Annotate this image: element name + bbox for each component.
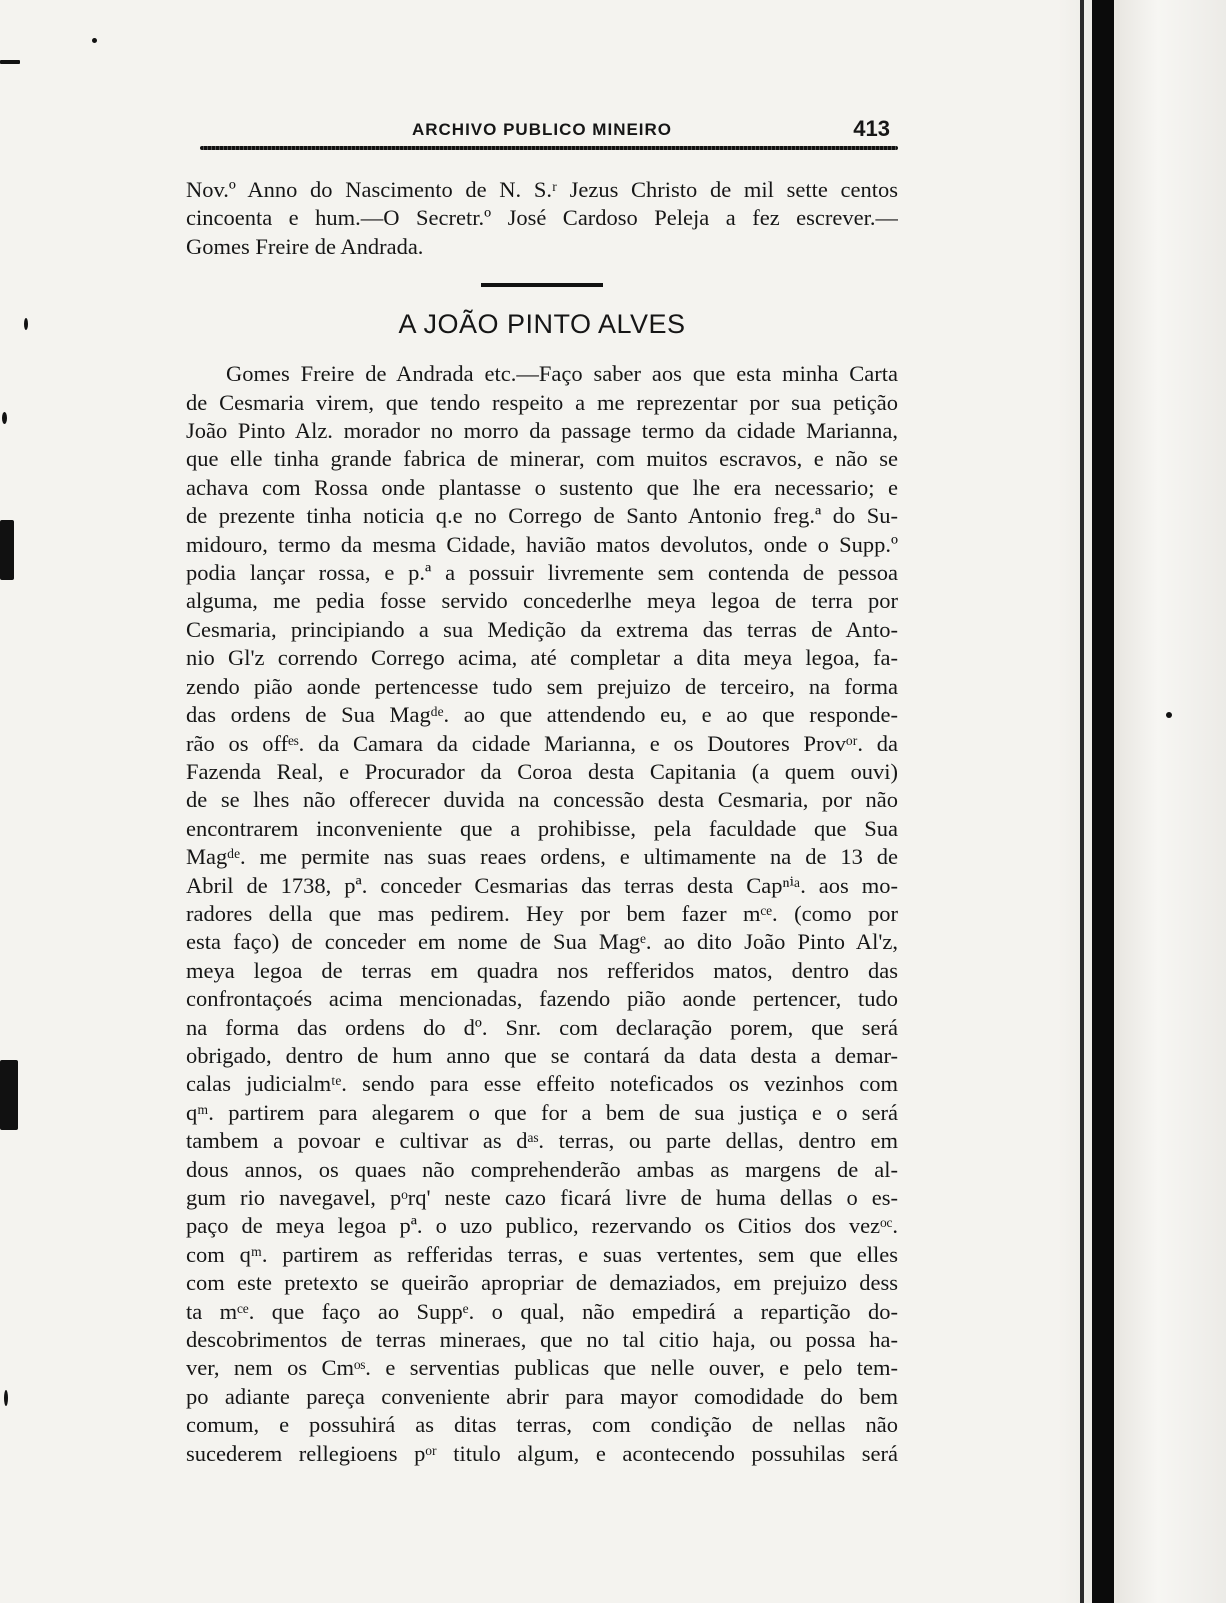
text-line: descobrimentos de terras mineraes, que no tal citio haja, ou possa ha- [186, 1327, 898, 1353]
text-line: nio Gl'z correndo Corrego acima, até completar a dita meya legoa, fa- [186, 645, 898, 671]
scan-mark [2, 412, 7, 424]
text-line: calas judicialmᵗᵉ. sendo para esse effeito noteficados os vezinhos com [186, 1071, 898, 1097]
text-line: na forma das ordens do dº. Snr. com declaração porem, que será [186, 1014, 898, 1040]
text-line: com este pretexto se queirão apropriar de demaziados, em prejuizo dess [186, 1270, 898, 1296]
text-line: obrigado, dentro de hum anno que se contará da data desta a demar- [186, 1042, 898, 1068]
document-page [186, 100, 898, 1468]
text-line: meya legoa de terras em quadra nos refferidos matos, dentro das [186, 957, 898, 983]
section-divider [481, 283, 603, 287]
text-line: Gomes Freire de Andrada. [186, 233, 424, 259]
text-line: esta faço) de conceder em nome de Sua Magᵉ. ao dito João Pinto Al'z, [186, 929, 898, 955]
text-line: rão os offᵉˢ. da Camara da cidade Marianna, e os Doutores Provᵒʳ. da [186, 730, 898, 756]
header-rule [200, 146, 898, 150]
text-line: de prezente tinha noticia q.e no Corrego de Santo Antonio freg.ª do Su- [186, 503, 898, 529]
text-line: radores della que mas pedirem. Hey por bem fazer mᶜᵉ. (como por [186, 900, 898, 926]
text-line: po adiante pareça conveniente abrir para mayor comodidade do bem [186, 1383, 898, 1409]
text-line: alguma, me pedia fosse servido concederlhe meya legoa de terra por [186, 588, 898, 614]
running-header [186, 100, 898, 156]
text-line: podia lançar rossa, e p.ª a possuir livremente sem contenda de pessoa [186, 560, 898, 586]
scan-edge-line [1080, 0, 1084, 1603]
text-line: das ordens de Sua Magᵈᵉ. ao que attendendo eu, e ao que responde- [186, 702, 898, 728]
scan-mark [0, 520, 14, 580]
scan-mark [4, 1390, 8, 1406]
body-paragraph [186, 360, 898, 1468]
text-line: dous annos, os quaes não comprehenderão ambas as margens de al- [186, 1156, 898, 1182]
text-line: zendo pião aonde pertencesse tudo sem prejuizo de terceiro, na forma [186, 673, 898, 699]
text-line: ver, nem os Cmᵒˢ. e serventias publicas que nelle ouver, e pelo tem- [186, 1355, 898, 1381]
text-line: tambem a povoar e cultivar as dᵃˢ. terras, ou parte dellas, dentro em [186, 1128, 898, 1154]
text-line: Nov.º Anno do Nascimento de N. S.ʳ Jezus Christo de mil sette centos [186, 177, 898, 202]
text-line: qᵐ. partirem para alegarem o que for a bem de sua justiça e o será [186, 1099, 898, 1125]
text-line: Fazenda Real, e Procurador da Coroa desta Capitania (a quem ouvi) [186, 758, 898, 784]
scan-mark [1166, 712, 1172, 718]
scan-left-margin [0, 0, 28, 1603]
text-line: sucederem rellegioens pᵒʳ titulo algum, e acontecendo possuhilas será [186, 1440, 898, 1466]
text-line: Gomes Freire de Andrada etc.—Faço saber aos que esta minha Carta [226, 361, 898, 387]
text-line: Cesmaria, principiando a sua Medição da extrema das terras de Anto- [186, 616, 898, 642]
scan-mark [0, 60, 20, 64]
text-line: de Cesmaria virem, que tendo respeito a me reprezentar por sua petição [186, 389, 898, 415]
scan-mark [92, 38, 97, 43]
text-line: encontrarem inconveniente que a prohibisse, pela faculdade que Sua [186, 815, 898, 841]
text-line: paço de meya legoa pª. o uzo publico, rezervando os Citios dos vezᵒᶜ. [186, 1213, 898, 1239]
scan-mark [0, 1060, 18, 1130]
text-line: que elle tinha grande fabrica de minerar, com muitos escravos, e não se [186, 446, 898, 472]
running-header-title: ARCHIVO PUBLICO MINEIRO [411, 120, 673, 139]
text-line: cincoenta e hum.—O Secretr.º José Cardoso Peleja a fez escrever.— [186, 205, 898, 231]
scan-mark [24, 318, 28, 330]
text-line: Magᵈᵉ. me permite nas suas reaes ordens, e ultimamente na de 13 de [186, 844, 898, 870]
section-title: A JOÃO PINTO ALVES [398, 309, 686, 340]
text-line: confrontaçoés acima mencionadas, fazendo pião aonde pertencer, tudo [186, 986, 898, 1012]
scan-edge-bar [1092, 0, 1114, 1603]
text-line: de se lhes não offerecer duvida na concessão desta Cesmaria, por não [186, 787, 898, 813]
text-line: ta mᶜᵉ. que faço ao Suppᵉ. o qual, não empedirá a repartição do- [186, 1298, 898, 1324]
text-line: João Pinto Alz. morador no morro da passage termo da cidade Marianna, [186, 418, 898, 444]
text-line: achava com Rossa onde plantasse o sustento que lhe era necessario; e [186, 474, 898, 500]
text-line: com qᵐ. partirem as refferidas terras, e suas vertentes, sem que elles [186, 1241, 898, 1267]
text-line: midouro, termo da mesma Cidade, havião matos devolutos, onde o Supp.º [186, 531, 898, 557]
text-line: gum rio navegavel, pᵒrq' neste cazo ficará livre de huma dellas o es- [186, 1185, 898, 1210]
text-line: comum, e possuhirá as ditas terras, com condição de nellas não [186, 1412, 898, 1438]
text-line: Abril de 1738, pª. conceder Cesmarias das terras desta Capⁿⁱᵃ. aos mo- [186, 872, 898, 898]
intro-paragraph [186, 176, 898, 261]
page-number: 413 [853, 116, 890, 141]
